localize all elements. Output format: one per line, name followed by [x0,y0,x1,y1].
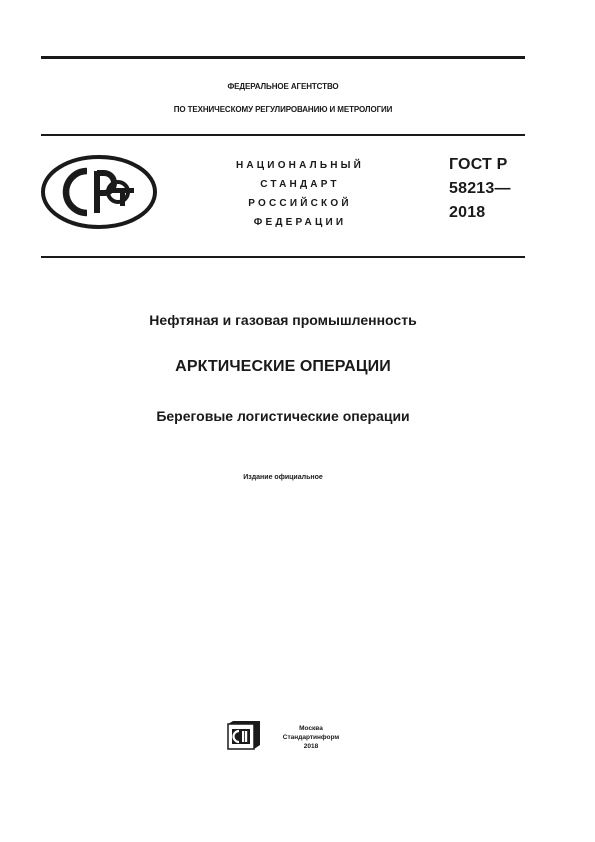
rst-conformity-mark-icon [40,154,158,230]
standard-type-line-1: НАЦИОНАЛЬНЫЙ [235,160,365,171]
imprint-city: Москва [299,725,323,732]
middle-rule [41,134,525,136]
bottom-rule [41,256,525,258]
standard-type-line-4: ФЕДЕРАЦИИ [253,217,347,228]
agency-name-line-2: ПО ТЕХНИЧЕСКОМУ РЕГУЛИРОВАНИЮ И МЕТРОЛОГИИ [173,105,393,114]
standard-type-line-2: СТАНДАРТ [260,179,340,190]
imprint [276,724,346,751]
designation-prefix: ГОСТ Р [449,156,508,173]
imprint-publisher: Стандартинформ [282,734,340,741]
standard-type-label [205,156,395,232]
edition-note: Издание официальное [243,474,323,481]
imprint-year: 2018 [303,743,319,750]
subtitle: Береговые логистические операции [156,408,410,424]
standard-type-line-3: РОССИЙСКОЙ [248,198,352,209]
standard-designation [449,153,511,225]
agency-name-line-1: ФЕДЕРАЛЬНОЕ АГЕНТСТВО [227,82,339,91]
designation-number: 58213— [449,180,511,197]
industry-title: Нефтяная и газовая промышленность [149,312,417,328]
top-rule [41,56,525,59]
designation-year: 2018 [449,204,486,221]
main-title: АРКТИЧЕСКИЕ ОПЕРАЦИИ [175,358,391,375]
standartinform-logo-icon [227,720,261,750]
